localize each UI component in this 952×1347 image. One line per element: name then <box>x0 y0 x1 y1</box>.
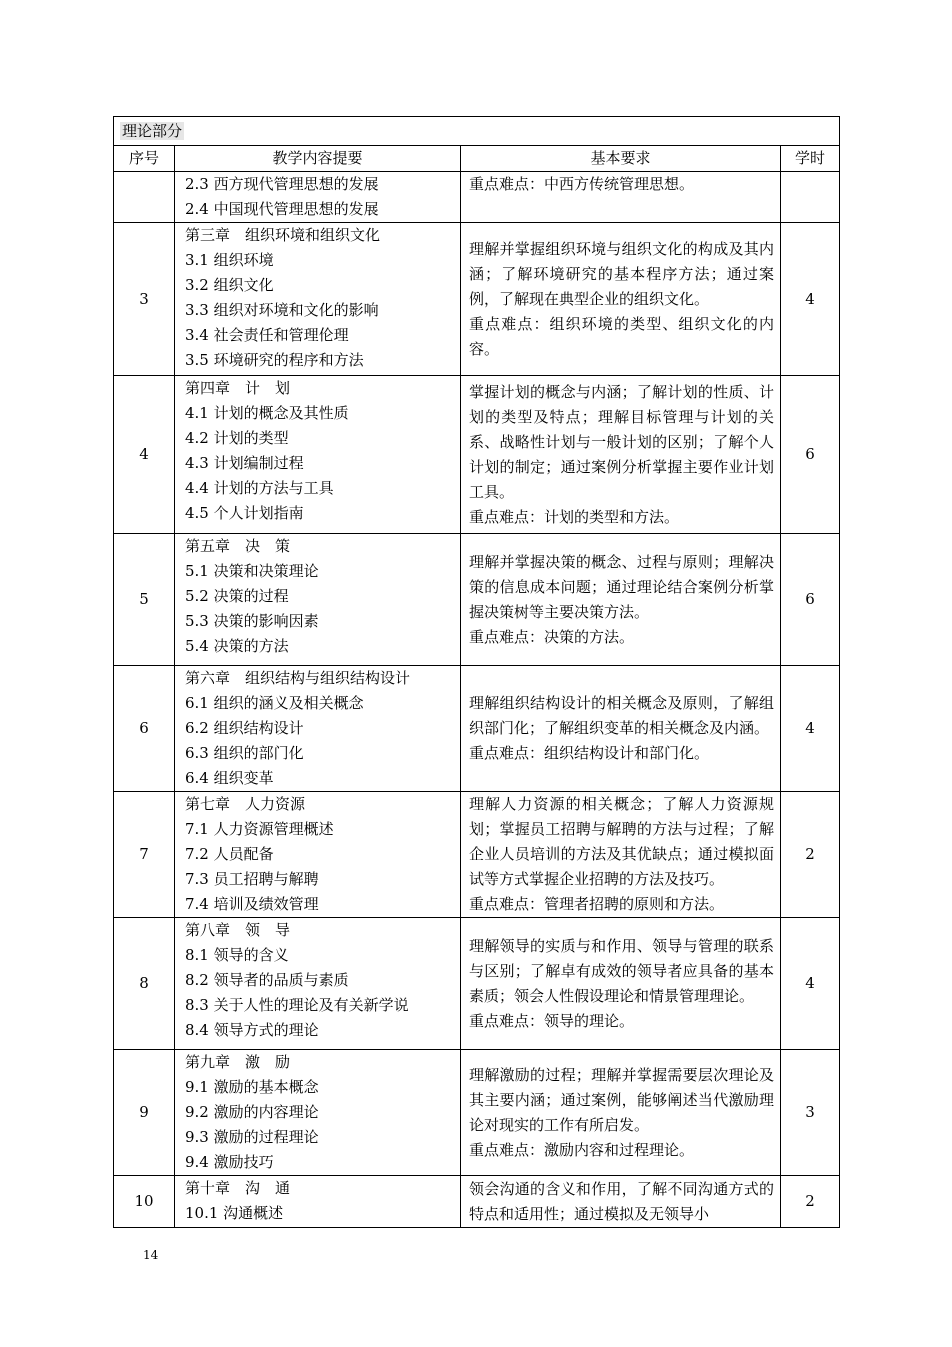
section-item: 8.1 领导的含义 <box>185 946 289 964</box>
section-item: 6.1 组织的涵义及相关概念 <box>185 694 364 712</box>
content-cell <box>175 666 461 792</box>
content-cell <box>175 1176 461 1228</box>
header-requirements: 基本要求 <box>461 146 781 172</box>
key-points-text: 重点难点：计划的类型和方法。 <box>469 507 680 526</box>
requirements-cell <box>461 1050 781 1176</box>
section-item: 2.4 中国现代管理思想的发展 <box>185 200 379 218</box>
key-points-text: 重点难点：领导的理论。 <box>469 1011 635 1030</box>
hours-cell <box>781 172 840 223</box>
section-item: 4.3 计划编制过程 <box>185 454 304 472</box>
header-content: 教学内容提要 <box>175 146 461 172</box>
requirements-text: 领会沟通的含义和作用，了解不同沟通方式的特点和适用性；通过模拟及无领导小 <box>469 1179 774 1223</box>
hours-cell: 6 <box>781 534 840 666</box>
key-points-text: 重点难点：决策的方法。 <box>469 627 635 646</box>
requirements-cell <box>461 918 781 1050</box>
requirements-text: 理解组织结构设计的相关概念及原则，了解组织部门化；了解组织变革的相关概念及内涵。 <box>469 694 774 737</box>
table-row <box>114 223 840 376</box>
requirements-cell <box>461 223 781 376</box>
content-cell <box>175 223 461 376</box>
chapter-title: 第六章 组织结构与组织结构设计 <box>185 669 411 687</box>
section-item: 6.3 组织的部门化 <box>185 744 304 762</box>
content-cell <box>175 792 461 918</box>
syllabus-table <box>113 116 840 1228</box>
section-item: 7.4 培训及绩效管理 <box>185 895 319 913</box>
section-item: 8.3 关于人性的理论及有关新学说 <box>185 996 409 1014</box>
key-points-text: 重点难点：激励内容和过程理论。 <box>469 1140 695 1159</box>
section-item: 4.5 个人计划指南 <box>185 504 304 522</box>
row-number: 6 <box>114 666 175 792</box>
section-item: 3.5 环境研究的程序和方法 <box>185 351 364 369</box>
requirements-cell <box>461 666 781 792</box>
requirements-text: 重点难点：中西方传统管理思想。 <box>469 175 695 193</box>
header-row <box>114 146 840 172</box>
content-cell <box>175 918 461 1050</box>
requirements-cell <box>461 376 781 534</box>
row-number: 8 <box>114 918 175 1050</box>
requirements-cell <box>461 534 781 666</box>
row-number: 5 <box>114 534 175 666</box>
table-row <box>114 918 840 1050</box>
requirements-text: 理解人力资源的相关概念；了解人力资源规划；掌握员工招聘与解聘的方法与过程；了解企业人员培训的方法及其优缺点；通过模拟面试等方式掌握企业招聘的方法及技巧。 <box>469 795 774 888</box>
hours-cell: 6 <box>781 376 840 534</box>
section-item: 5.4 决策的方法 <box>185 637 289 655</box>
key-points-text: 重点难点：组织结构设计和部门化。 <box>469 744 710 762</box>
section-item: 7.1 人力资源管理概述 <box>185 820 334 838</box>
requirements-cell <box>461 1176 781 1228</box>
section-item: 5.2 决策的过程 <box>185 587 289 605</box>
page-number: 14 <box>143 1248 159 1262</box>
content-cell <box>175 172 461 223</box>
hours-cell: 2 <box>781 792 840 918</box>
chapter-title: 第十章 沟 通 <box>185 1179 291 1197</box>
row-number: 3 <box>114 223 175 376</box>
section-item: 5.3 决策的影响因素 <box>185 612 319 630</box>
section-item: 7.3 员工招聘与解聘 <box>185 870 319 888</box>
section-item: 6.4 组织变革 <box>185 769 274 787</box>
header-num: 序号 <box>114 146 175 172</box>
table-row <box>114 534 840 666</box>
hours-cell: 4 <box>781 666 840 792</box>
section-item: 8.2 领导者的品质与素质 <box>185 971 349 989</box>
table-row <box>114 666 840 792</box>
section-title-cell <box>114 117 840 146</box>
chapter-title: 第七章 人力资源 <box>185 795 306 813</box>
section-item: 4.2 计划的类型 <box>185 429 289 447</box>
section-item: 6.2 组织结构设计 <box>185 719 304 737</box>
content-cell <box>175 534 461 666</box>
section-item: 9.2 激励的内容理论 <box>185 1103 319 1121</box>
table-row <box>114 1176 840 1228</box>
hours-cell: 4 <box>781 918 840 1050</box>
hours-cell: 2 <box>781 1176 840 1228</box>
chapter-title: 第八章 领 导 <box>185 921 291 939</box>
section-item: 3.4 社会责任和管理伦理 <box>185 326 349 344</box>
section-title: 理论部分 <box>122 121 183 140</box>
section-item: 9.3 激励的过程理论 <box>185 1128 319 1146</box>
requirements-text: 理解激励的过程；理解并掌握需要层次理论及其主要内涵；通过案例，能够阐述当代激励理论对现实的工作有所启发。 <box>469 1065 774 1134</box>
content-cell <box>175 376 461 534</box>
row-number: 9 <box>114 1050 175 1176</box>
key-points-text: 重点难点：组织环境的类型、组织文化的内容。 <box>469 314 774 358</box>
section-item: 7.2 人员配备 <box>185 845 274 863</box>
row-number <box>114 172 175 223</box>
table-row <box>114 376 840 534</box>
section-item: 4.1 计划的概念及其性质 <box>185 404 349 422</box>
section-item: 8.4 领导方式的理论 <box>185 1021 319 1039</box>
key-points-text: 重点难点：管理者招聘的原则和方法。 <box>469 895 725 913</box>
section-item: 3.1 组织环境 <box>185 251 274 269</box>
section-item: 9.4 激励技巧 <box>185 1153 274 1171</box>
section-item: 10.1 沟通概述 <box>185 1204 284 1222</box>
section-item: 3.3 组织对环境和文化的影响 <box>185 301 379 319</box>
requirements-text: 掌握计划的概念与内涵；了解计划的性质、计划的类型及特点；理解目标管理与计划的关系、战略性计划与一般计划的区别；了解个人计划的制定；通过案例分析掌握主要作业计划工具。 <box>469 382 774 501</box>
requirements-text: 理解领导的实质与和作用、领导与管理的联系与区别；了解卓有成效的领导者应具备的基本素质；领会人性假设理论和情景管理理论。 <box>469 936 774 1005</box>
requirements-text: 理解并掌握决策的概念、过程与原则；理解决策的信息成本问题；通过理论结合案例分析掌握决策树等主要决策方法。 <box>469 552 774 621</box>
chapter-title: 第三章 组织环境和组织文化 <box>185 226 381 244</box>
section-item: 2.3 西方现代管理思想的发展 <box>185 175 379 193</box>
section-row <box>114 117 840 146</box>
content-cell <box>175 1050 461 1176</box>
section-item: 4.4 计划的方法与工具 <box>185 479 334 497</box>
header-hours: 学时 <box>781 146 840 172</box>
chapter-title: 第四章 计 划 <box>185 379 291 397</box>
chapter-title: 第九章 激 励 <box>185 1053 291 1071</box>
row-number: 10 <box>114 1176 175 1228</box>
hours-cell: 3 <box>781 1050 840 1176</box>
requirements-cell <box>461 792 781 918</box>
section-item: 9.1 激励的基本概念 <box>185 1078 319 1096</box>
chapter-title: 第五章 决 策 <box>185 537 291 555</box>
row-number: 7 <box>114 792 175 918</box>
requirements-cell <box>461 172 781 223</box>
table-row <box>114 1050 840 1176</box>
table-row <box>114 792 840 918</box>
requirements-text: 理解并掌握组织环境与组织文化的构成及其内涵；了解环境研究的基本程序方法；通过案例，了解现在典型企业的组织文化。 <box>469 239 774 308</box>
section-item: 5.1 决策和决策理论 <box>185 562 319 580</box>
hours-cell: 4 <box>781 223 840 376</box>
row-number: 4 <box>114 376 175 534</box>
section-item: 3.2 组织文化 <box>185 276 274 294</box>
table-row <box>114 172 840 223</box>
